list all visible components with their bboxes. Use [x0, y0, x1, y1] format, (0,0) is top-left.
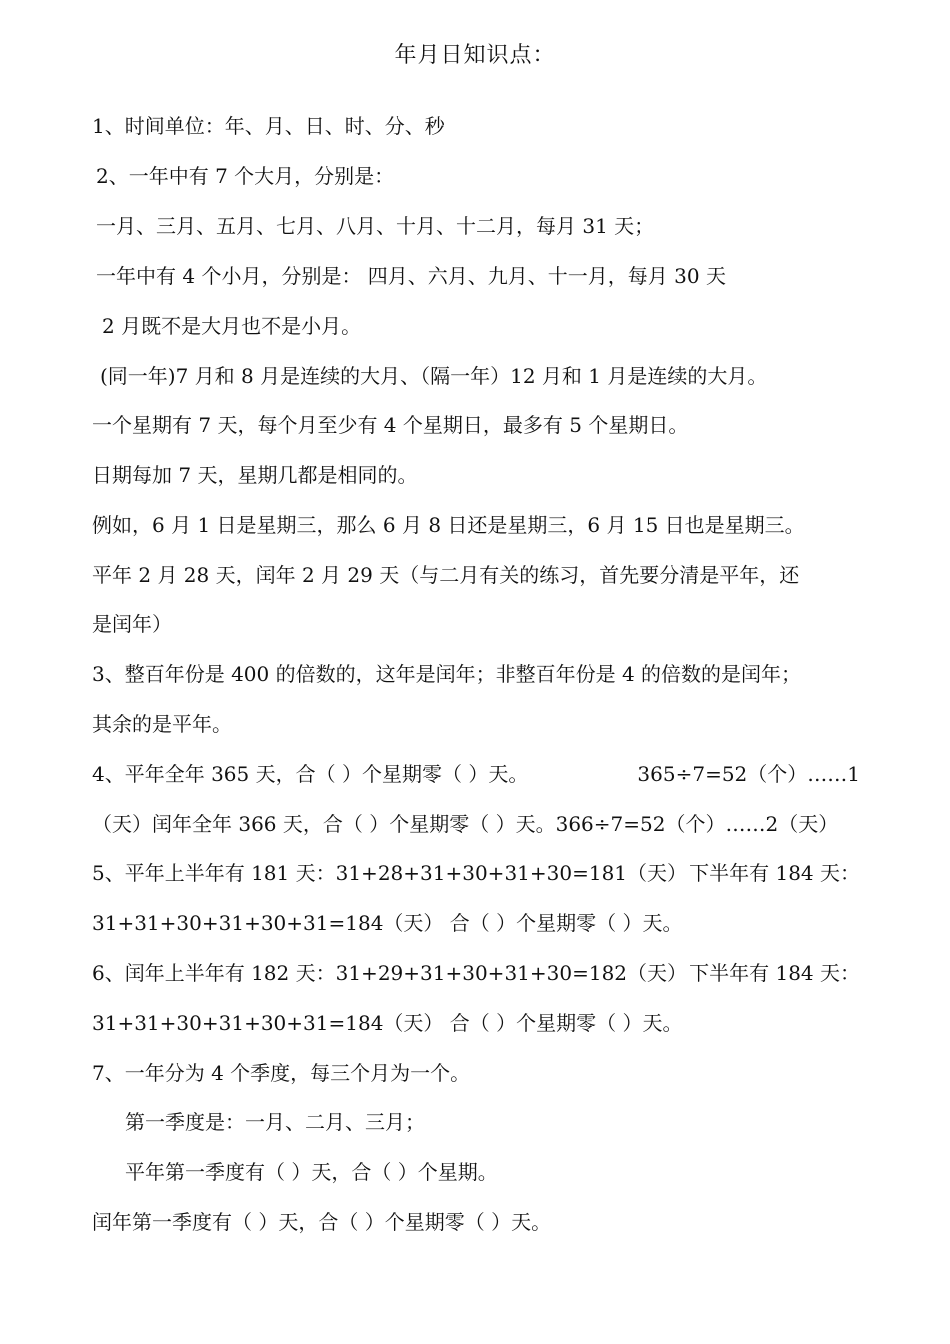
text-line: 日期每加 7 天，星期几都是相同的。 — [92, 463, 418, 487]
text-line: 2、一年中有 7 个大月，分别是： — [96, 164, 395, 188]
text-line: 其余的是平年。 — [92, 712, 232, 736]
text-line: 闰年第一季度有（ ）天，合（ ）个星期零（ ）天。 — [92, 1210, 552, 1234]
text-line: 例如，6 月 1 日是星期三，那么 6 月 8 日还是星期三，6 月 15 日也是星期三。 — [92, 513, 805, 537]
text-line: 一月、三月、五月、七月、八月、十月、十二月，每月 31 天； — [96, 214, 655, 238]
text-line: 平年 2 月 28 天，闰年 2 月 29 天（与二月有关的练习，首先要分清是平年，还 — [92, 563, 800, 587]
text-line: 7、一年分为 4 个季度，每三个月为一个。 — [92, 1061, 471, 1085]
text-line: 3、整百年份是 400 的倍数的，这年是闰年；非整百年份是 4 的倍数的是闰年； — [92, 662, 802, 686]
text-line: 平年第一季度有（ ）天，合（ ）个星期。 — [125, 1160, 498, 1184]
text-line: （天）闰年全年 366 天，合（ ）个星期零（ ）天。366÷7=52（个）……2（天） — [92, 812, 839, 836]
text-segment: 5、平年上半年有 181 天：31+28+31+30+31+30=181（天） — [92, 861, 688, 885]
text-line: 一个星期有 7 天，每个月至少有 4 个星期日，最多有 5 个星期日。 — [92, 413, 689, 437]
text-line: 2 月既不是大月也不是小月。 — [102, 314, 362, 338]
text-line: 31+31+30+31+30+31=184（天） 合（ ）个星期零（ ）天。 — [92, 911, 683, 935]
text-line: 1、时间单位：年、月、日、时、分、秒 — [92, 114, 445, 138]
text-line — [92, 760, 860, 788]
text-segment: 365÷7=52（个）……1 — [637, 762, 860, 786]
text-segment: 下半年有 184 天： — [689, 961, 860, 985]
text-line — [92, 959, 860, 987]
text-line: 31+31+30+31+30+31=184（天） 合（ ）个星期零（ ）天。 — [92, 1011, 683, 1035]
text-line: 第一季度是：一月、二月、三月； — [125, 1110, 425, 1134]
text-segment: 下半年有 184 天： — [689, 861, 860, 885]
text-line: (同一年)7 月和 8 月是连续的大月、（隔一年）12 月和 1 月是连续的大月。 — [100, 364, 768, 388]
page-title: 年月日知识点： — [394, 43, 556, 68]
text-segment: 4、平年全年 365 天，合（ ）个星期零（ ）天。 — [92, 762, 529, 786]
text-line: 是闰年） — [92, 612, 172, 636]
text-line: 一年中有 4 个小月，分别是： 四月、六月、九月、十一月，每月 30 天 — [96, 264, 726, 288]
text-line — [92, 859, 860, 887]
text-segment: 6、闰年上半年有 182 天：31+29+31+30+31+30=182（天） — [92, 961, 688, 985]
